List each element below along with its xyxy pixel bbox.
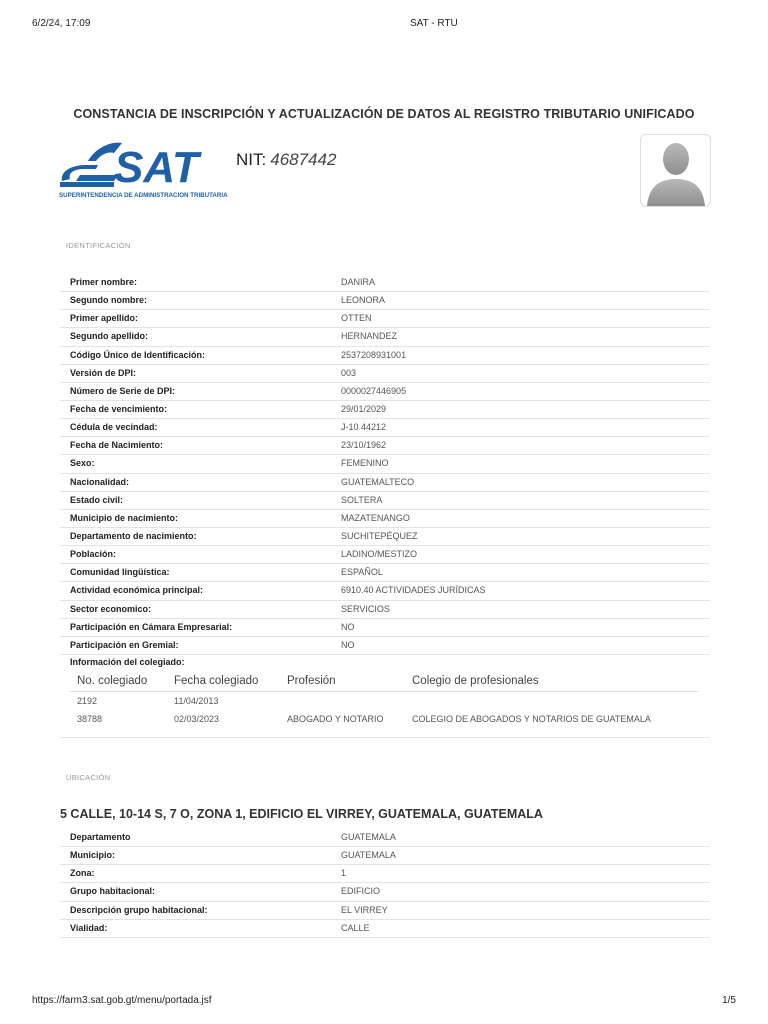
field-label: Código Único de Identificación: <box>70 349 205 360</box>
field-label: Departamento de nacimiento: <box>70 530 197 541</box>
table-row <box>60 847 710 865</box>
field-value: J-10 44212 <box>341 422 387 433</box>
field-value: 0000027446905 <box>341 385 407 396</box>
table-row <box>60 883 710 901</box>
nit <box>236 150 336 170</box>
table-row <box>60 455 710 473</box>
field-label: Municipio: <box>70 850 115 861</box>
field-value: LEONORA <box>341 295 386 306</box>
print-page-number: 1/5 <box>722 995 736 1006</box>
section-label-identificacion: IDENTIFICACIÓN <box>66 241 131 250</box>
field-value: 6910.40 ACTIVIDADES JURÍDICAS <box>341 585 486 596</box>
print-date: 6/2/24, 17:09 <box>32 18 91 29</box>
field-value: HERNANDEZ <box>341 331 398 342</box>
cell-no-colegiado: 2192 <box>77 696 98 706</box>
nit-label: NIT: <box>236 150 267 169</box>
field-label: Estado civil: <box>70 494 124 505</box>
field-label: Segundo apellido: <box>70 331 148 342</box>
field-label: Fecha de Nacimiento: <box>70 440 164 451</box>
table-row <box>60 546 710 564</box>
table-row <box>60 619 710 637</box>
field-label: Sexo: <box>70 458 95 469</box>
table-row <box>60 829 710 847</box>
svg-text:SAT: SAT <box>114 143 199 192</box>
table-row <box>70 692 698 710</box>
cell-colegio: COLEGIO DE ABOGADOS Y NOTARIOS DE GUATEMALA <box>412 714 651 724</box>
section-divider <box>60 737 710 738</box>
field-label: Primer apellido: <box>70 313 139 324</box>
table-row <box>60 582 710 600</box>
field-label: Descripción grupo habitacional: <box>70 904 208 915</box>
field-label: Comunidad lingüística: <box>70 567 170 578</box>
nit-value: 4687442 <box>270 150 337 169</box>
table-row <box>60 601 710 619</box>
field-value: NO <box>341 639 355 650</box>
field-value: SUCHITEPÉQUEZ <box>341 530 418 541</box>
field-label: Segundo nombre: <box>70 295 147 306</box>
table-row <box>60 492 710 510</box>
field-value: GUATEMALA <box>341 832 396 842</box>
svg-text:SUPERINTENDENCIA DE ADMINISTRA: SUPERINTENDENCIA DE ADMINISTRACION TRIBUTARIA <box>59 192 228 199</box>
field-value: 23/10/1962 <box>341 440 387 451</box>
table-row <box>60 383 710 401</box>
colegiado-table <box>70 674 698 728</box>
table-row <box>60 328 710 346</box>
field-label: Municipio de nacimiento: <box>70 512 179 523</box>
cell-no-colegiado: 38788 <box>77 714 103 724</box>
table-row <box>60 365 710 383</box>
table-row <box>60 310 710 328</box>
field-value: GUATEMALTECO <box>341 476 415 487</box>
user-silhouette-icon <box>641 135 710 206</box>
table-row <box>60 419 710 437</box>
table-row <box>60 274 710 292</box>
field-label: Vialidad: <box>70 922 108 933</box>
field-label: Zona: <box>70 868 95 879</box>
field-label: Primer nombre: <box>70 277 138 287</box>
table-row <box>60 865 710 883</box>
field-value: GUATEMALA <box>341 850 396 861</box>
cell-fecha: 11/04/2013 <box>174 696 219 706</box>
colegiado-title: Información del colegiado: <box>70 657 185 667</box>
table-row <box>60 528 710 546</box>
profile-photo-placeholder <box>640 134 711 207</box>
col-header-profesion: Profesión <box>287 675 336 687</box>
identification-table <box>60 274 710 655</box>
table-row <box>60 347 710 365</box>
field-value: FEMENINO <box>341 458 389 469</box>
table-row <box>60 920 710 938</box>
field-value: EDIFICIO <box>341 886 381 897</box>
location-table <box>60 829 710 938</box>
field-value: 1 <box>341 868 347 879</box>
field-value: EL VIRREY <box>341 904 388 915</box>
field-label: Grupo habitacional: <box>70 886 156 897</box>
section-label-ubicacion: UBICACIÓN <box>66 773 111 782</box>
table-row <box>60 902 710 920</box>
table-row <box>70 710 698 728</box>
field-value: OTTEN <box>341 313 372 324</box>
col-header-colegio: Colegio de profesionales <box>412 675 539 687</box>
field-value: NO <box>341 621 355 632</box>
field-value: 003 <box>341 367 357 378</box>
field-label: Nacionalidad: <box>70 476 130 487</box>
field-value: SOLTERA <box>341 494 383 505</box>
table-row <box>60 510 710 528</box>
table-row <box>60 474 710 492</box>
print-title: SAT - RTU <box>410 18 458 29</box>
field-value: DANIRA <box>341 277 376 287</box>
field-label: Número de Serie de DPI: <box>70 385 176 396</box>
table-row <box>60 401 710 419</box>
field-value: LADINO/MESTIZO <box>341 549 418 560</box>
table-row <box>60 292 710 310</box>
table-row <box>60 437 710 455</box>
field-value: 29/01/2029 <box>341 403 387 414</box>
field-label: Participación en Gremial: <box>70 639 179 650</box>
document-title: CONSTANCIA DE INSCRIPCIÓN Y ACTUALIZACIÓN DE DATOS AL REGISTRO TRIBUTARIO UNIFICADO <box>73 107 695 121</box>
field-value: MAZATENANGO <box>341 512 410 523</box>
field-label: Fecha de vencimiento: <box>70 403 168 414</box>
col-header-fecha: Fecha colegiado <box>174 675 259 687</box>
field-value: ESPAÑOL <box>341 567 383 578</box>
field-label: Versión de DPI: <box>70 367 137 378</box>
table-row <box>60 564 710 582</box>
cell-profesion: ABOGADO Y NOTARIO <box>287 714 384 724</box>
field-label: Actividad económica principal: <box>70 585 204 596</box>
colegiado-header-row <box>70 674 698 692</box>
field-value: SERVICIOS <box>341 603 390 614</box>
field-label: Participación en Cámara Empresarial: <box>70 621 233 632</box>
print-url: https://farm3.sat.gob.gt/menu/portada.jsf <box>32 995 212 1006</box>
field-label: Población: <box>70 549 117 560</box>
field-label: Sector economico: <box>70 603 152 614</box>
sat-logo <box>58 135 240 201</box>
field-value: CALLE <box>341 922 370 933</box>
address-heading: 5 CALLE, 10-14 S, 7 O, ZONA 1, EDIFICIO EL VIRREY, GUATEMALA, GUATEMALA <box>60 807 543 821</box>
col-header-no-colegiado: No. colegiado <box>77 675 148 687</box>
field-label: Cédula de vecindad: <box>70 422 158 433</box>
cell-fecha: 02/03/2023 <box>174 714 220 724</box>
field-label: Departamento <box>70 832 131 842</box>
field-value: 2537208931001 <box>341 349 407 360</box>
table-row <box>60 637 710 655</box>
